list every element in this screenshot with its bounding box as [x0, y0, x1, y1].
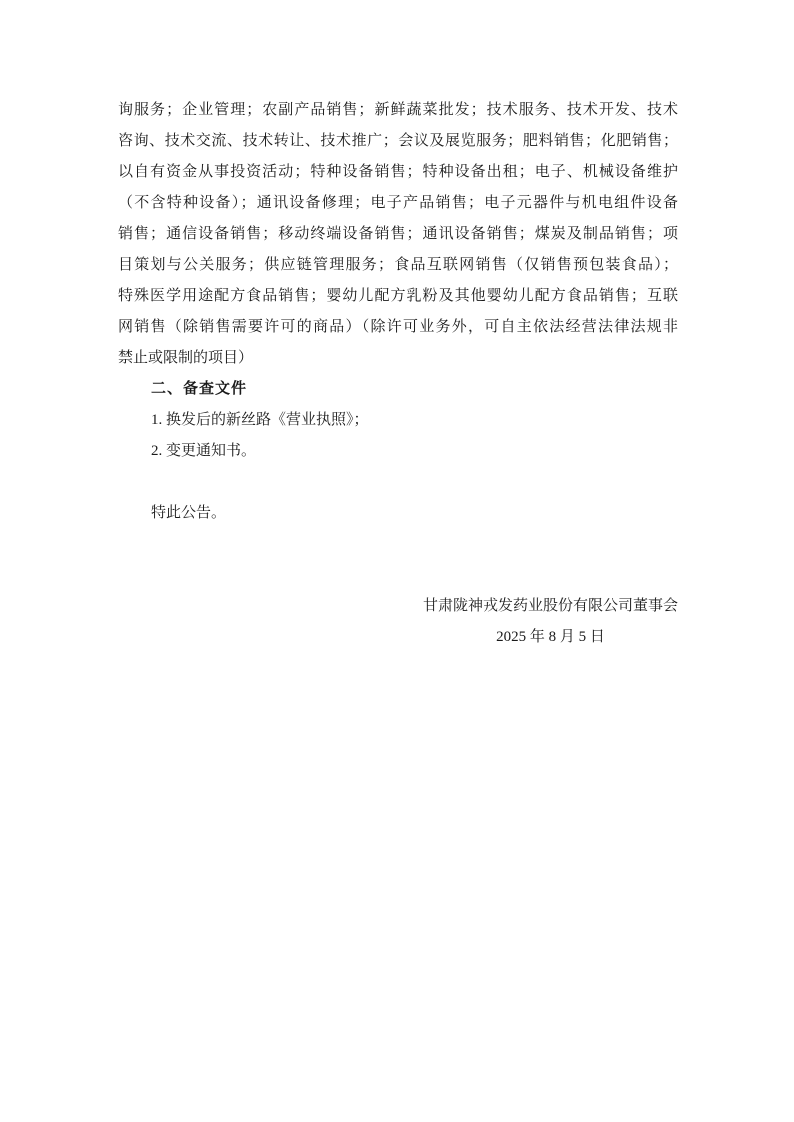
section-heading: 二、备查文件	[151, 381, 248, 397]
body-line: 销售；通信设备销售；移动终端设备销售；通讯设备销售；煤炭及制品销售；项	[118, 226, 678, 242]
body-line: （不含特种设备）；通讯设备修理；电子产品销售；电子元器件与机电组件设备	[118, 195, 678, 211]
closing-statement: 特此公告。	[151, 505, 227, 521]
body-line: 网销售（除销售需要许可的商品）（除许可业务外，可自主依法经营法律法规非	[118, 319, 678, 335]
list-item-1: 1. 换发后的新丝路《营业执照》；	[151, 412, 369, 428]
list-item-2: 2. 变更通知书。	[151, 443, 257, 459]
body-line: 目策划与公关服务；供应链管理服务；食品互联网销售（仅销售预包装食品）；	[118, 257, 678, 273]
signature-company: 甘肃陇神戎发药业股份有限公司董事会	[422, 598, 678, 614]
document-content	[118, 95, 678, 653]
body-line: 特殊医学用途配方食品销售；婴幼儿配方乳粉及其他婴幼儿配方食品销售；互联	[118, 288, 678, 304]
body-line: 咨询、技术交流、技术转让、技术推广；会议及展览服务；肥料销售；化肥销售；	[118, 133, 678, 149]
signature-date: 2025 年 8 月 5 日	[496, 629, 605, 645]
signature-block	[118, 591, 678, 653]
body-line: 禁止或限制的项目）	[118, 350, 254, 366]
signature-inner	[423, 591, 678, 653]
body-line: 询服务；企业管理；农副产品销售；新鲜蔬菜批发；技术服务、技术开发、技术	[118, 102, 678, 118]
body-line: 以自有资金从事投资活动；特种设备销售；特种设备出租；电子、机械设备维护	[118, 164, 678, 180]
